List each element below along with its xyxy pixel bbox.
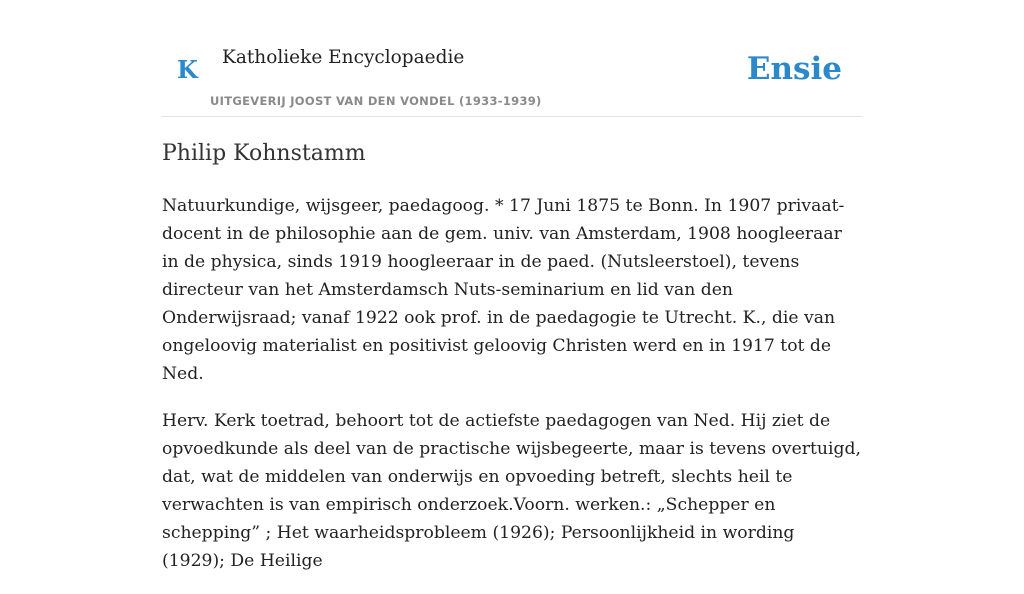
site-title[interactable]: Katholieke Encyclopaedie xyxy=(222,47,465,68)
site-header xyxy=(162,0,862,117)
publisher-subtitle: UITGEVERIJ JOOST VAN DEN VONDEL (1933-1939) xyxy=(210,94,542,108)
article-paragraph: Natuurkundige, wijsgeer, paedagoog. * 17 Juni 1875 te Bonn. In 1907 privaat-docent in de philosophie aan de gem. univ. van Amsterdam, 1908 hoogleeraar in de physica, sinds 1919 hoogleeraar in de paed. (Nutsleerstoel), tevens directeur van het Amsterdamsch Nuts-seminarium en lid van den Onderwijsraad; vanaf 1922 ook prof. in de paedagogie te Utrecht. K., die van ongeloovig materialist en positivist geloovig Christen werd en in 1917 tot de Ned. xyxy=(162,196,845,384)
article-title: Philip Kohnstamm xyxy=(162,141,366,166)
article-paragraph: Herv. Kerk toetrad, behoort tot de actiefste paedagogen van Ned. Hij ziet de opvoedkunde als deel van de practische wijsbegeerte, maar is tevens overtuigd, dat, wat de middelen van onderwijs en opvoeding betreft, slechts heil te verwachten is van empirisch onderzoek.Voorn. werken.: „Schepper en schepping” ; Het waarheidsprobleem (1926); Persoonlijkheid in wording (1929); De Heilige xyxy=(162,411,861,571)
article-body xyxy=(162,192,862,594)
brand-logo[interactable]: Ensie xyxy=(746,51,842,87)
site-logo[interactable]: K xyxy=(177,55,198,84)
